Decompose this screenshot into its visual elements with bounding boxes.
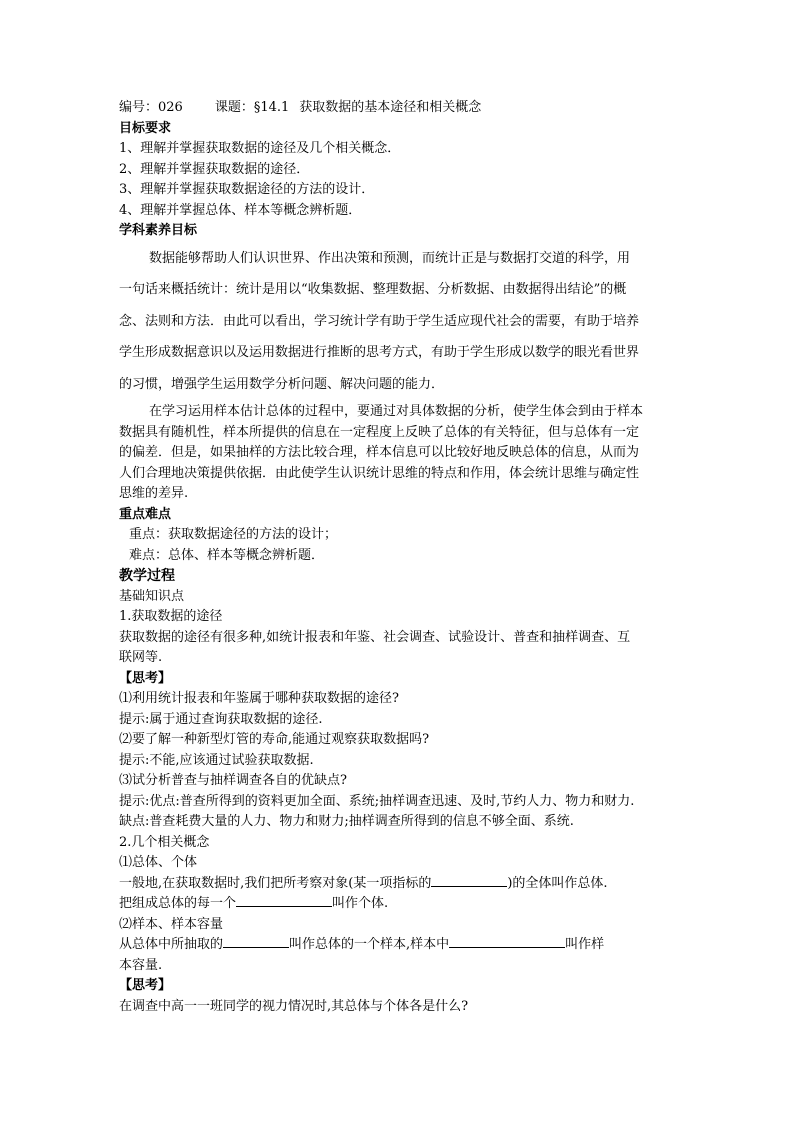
lesson-topic-label: 课题：§14.1	[214, 100, 290, 115]
question: ⑴利用统计报表和年鉴属于哪种获取数据的途径?	[119, 691, 399, 706]
document-page	[119, 98, 689, 1017]
question: ⑶试分析普查与抽样调查各自的优缺点?	[119, 773, 347, 788]
answer-hint: 缺点:普查耗费大量的人力、物力和财力;抽样调查所得到的信息不够全面、系统.	[119, 814, 574, 829]
answer-hint: 提示:属于通过查询获取数据的途径.	[119, 711, 323, 727]
paragraph-line: 的偏差．但是，如果抽样的方法比较合理，样本信息可以比较好地反映总体的信息，从而为	[119, 445, 640, 460]
think-label: 【思考】	[119, 978, 172, 993]
sentence-text: 本容量.	[119, 957, 163, 973]
lesson-title: 获取数据的基本途径和相关概念	[299, 100, 482, 115]
subsection-title: ⑴总体、个体	[119, 855, 198, 870]
sentence-text: 叫作个体.	[332, 896, 389, 911]
paragraph-line: 人们合理地决策提供依据．由此使学生认识统计思维的特点和作用，体会统计思维与确定性	[119, 465, 640, 481]
fill-in-sentence	[119, 894, 689, 915]
sentence-text: 一般地,在获取数据时,我们把所考察对象(某一项指标的	[119, 875, 432, 891]
paragraph-line: 念、法则和方法．由此可以看出，学习统计学有助于学生适应现代社会的需要，有助于培养	[119, 313, 640, 329]
fill-in-sentence	[119, 935, 689, 956]
goal-item: 3、理解并掌握获取数据途径的方法的设计．	[119, 182, 375, 197]
answer-blank[interactable]	[431, 874, 507, 887]
goal-item: 1、理解并掌握获取数据的途径及几个相关概念．	[119, 141, 401, 156]
section-1-text: 联网等.	[119, 650, 163, 665]
literacy-paragraph-1	[119, 243, 689, 401]
goal-item: 2、理解并掌握获取数据的途径．	[119, 161, 310, 177]
process-heading: 教学过程	[119, 568, 175, 584]
paragraph-line: 数据具有随机性，样本所提供的信息在一定程度上反映了总体的有关特征，但与总体有一定	[119, 424, 640, 440]
answer-hint: 提示:优点:普查所得到的资料更加全面、系统;抽样调查迅速、及时,节约人力、物力和财力.	[119, 793, 635, 809]
lesson-header	[119, 98, 689, 119]
think-label: 【思考】	[119, 670, 172, 686]
goal-item: 4、理解并掌握总体、样本等概念辨析题．	[119, 202, 362, 218]
question: ⑵要了解一种新型灯管的寿命,能通过观察获取数据吗?	[119, 732, 430, 747]
paragraph-line: 在学习运用样本估计总体的过程中，要通过对具体数据的分析，使学生体会到由于样本	[149, 404, 644, 419]
answer-blank[interactable]	[236, 894, 332, 907]
key-points-heading: 重点难点	[119, 506, 172, 522]
fill-in-sentence	[119, 874, 689, 895]
difficulty-point: 难点：总体、样本等概念辨析题．	[129, 547, 325, 563]
paragraph-line: 的习惯，增强学生运用数学分析问题、解决问题的能力．	[119, 376, 445, 392]
question: 在调查中高一一班同学的视力情况时,其总体与个体各是什么?	[119, 998, 469, 1014]
section-2-title: 2.几个相关概念	[119, 834, 210, 850]
paragraph-line: 一句话来概括统计：统计是用以“收集数据、整理数据、分析数据、由数据得出结论”的概	[119, 282, 627, 297]
sentence-text: 把组成总体的每一个	[119, 896, 237, 911]
goals-heading: 目标要求	[119, 120, 172, 136]
section-1-title: 1.获取数据的途径	[119, 609, 223, 624]
paragraph-line: 学生形成数据意识以及运用数据进行推断的思考方式，有助于学生形成以数学的眼光看世界	[119, 345, 640, 360]
sentence-text: 从总体中所抽取的	[119, 937, 224, 952]
sentence-text: )的全体叫作总体.	[507, 875, 608, 891]
answer-hint: 提示:不能,应该通过试验获取数据.	[119, 752, 314, 768]
focus-point: 重点：获取数据途径的方法的设计；	[129, 527, 338, 542]
subsection-title: ⑵样本、样本容量	[119, 916, 224, 932]
answer-blank[interactable]	[223, 935, 289, 948]
paragraph-line: 数据能够帮助人们认识世界、作出决策和预测，而统计正是与数据打交道的科学，用	[149, 250, 631, 266]
paragraph-line: 思维的差异.	[119, 486, 189, 501]
literacy-paragraph-2	[119, 402, 689, 505]
section-1-text: 获取数据的途径有很多种,如统计报表和年鉴、社会调查、试验设计、普查和抽样调查、互	[119, 629, 631, 645]
literacy-heading: 学科素养目标	[119, 223, 198, 238]
basics-label: 基础知识点	[119, 588, 185, 604]
sentence-text: 叫作样	[565, 937, 605, 952]
answer-blank[interactable]	[449, 935, 565, 948]
sentence-text: 叫作总体的一个样本,样本中	[289, 937, 450, 952]
lesson-number: 编号：026	[119, 100, 183, 115]
